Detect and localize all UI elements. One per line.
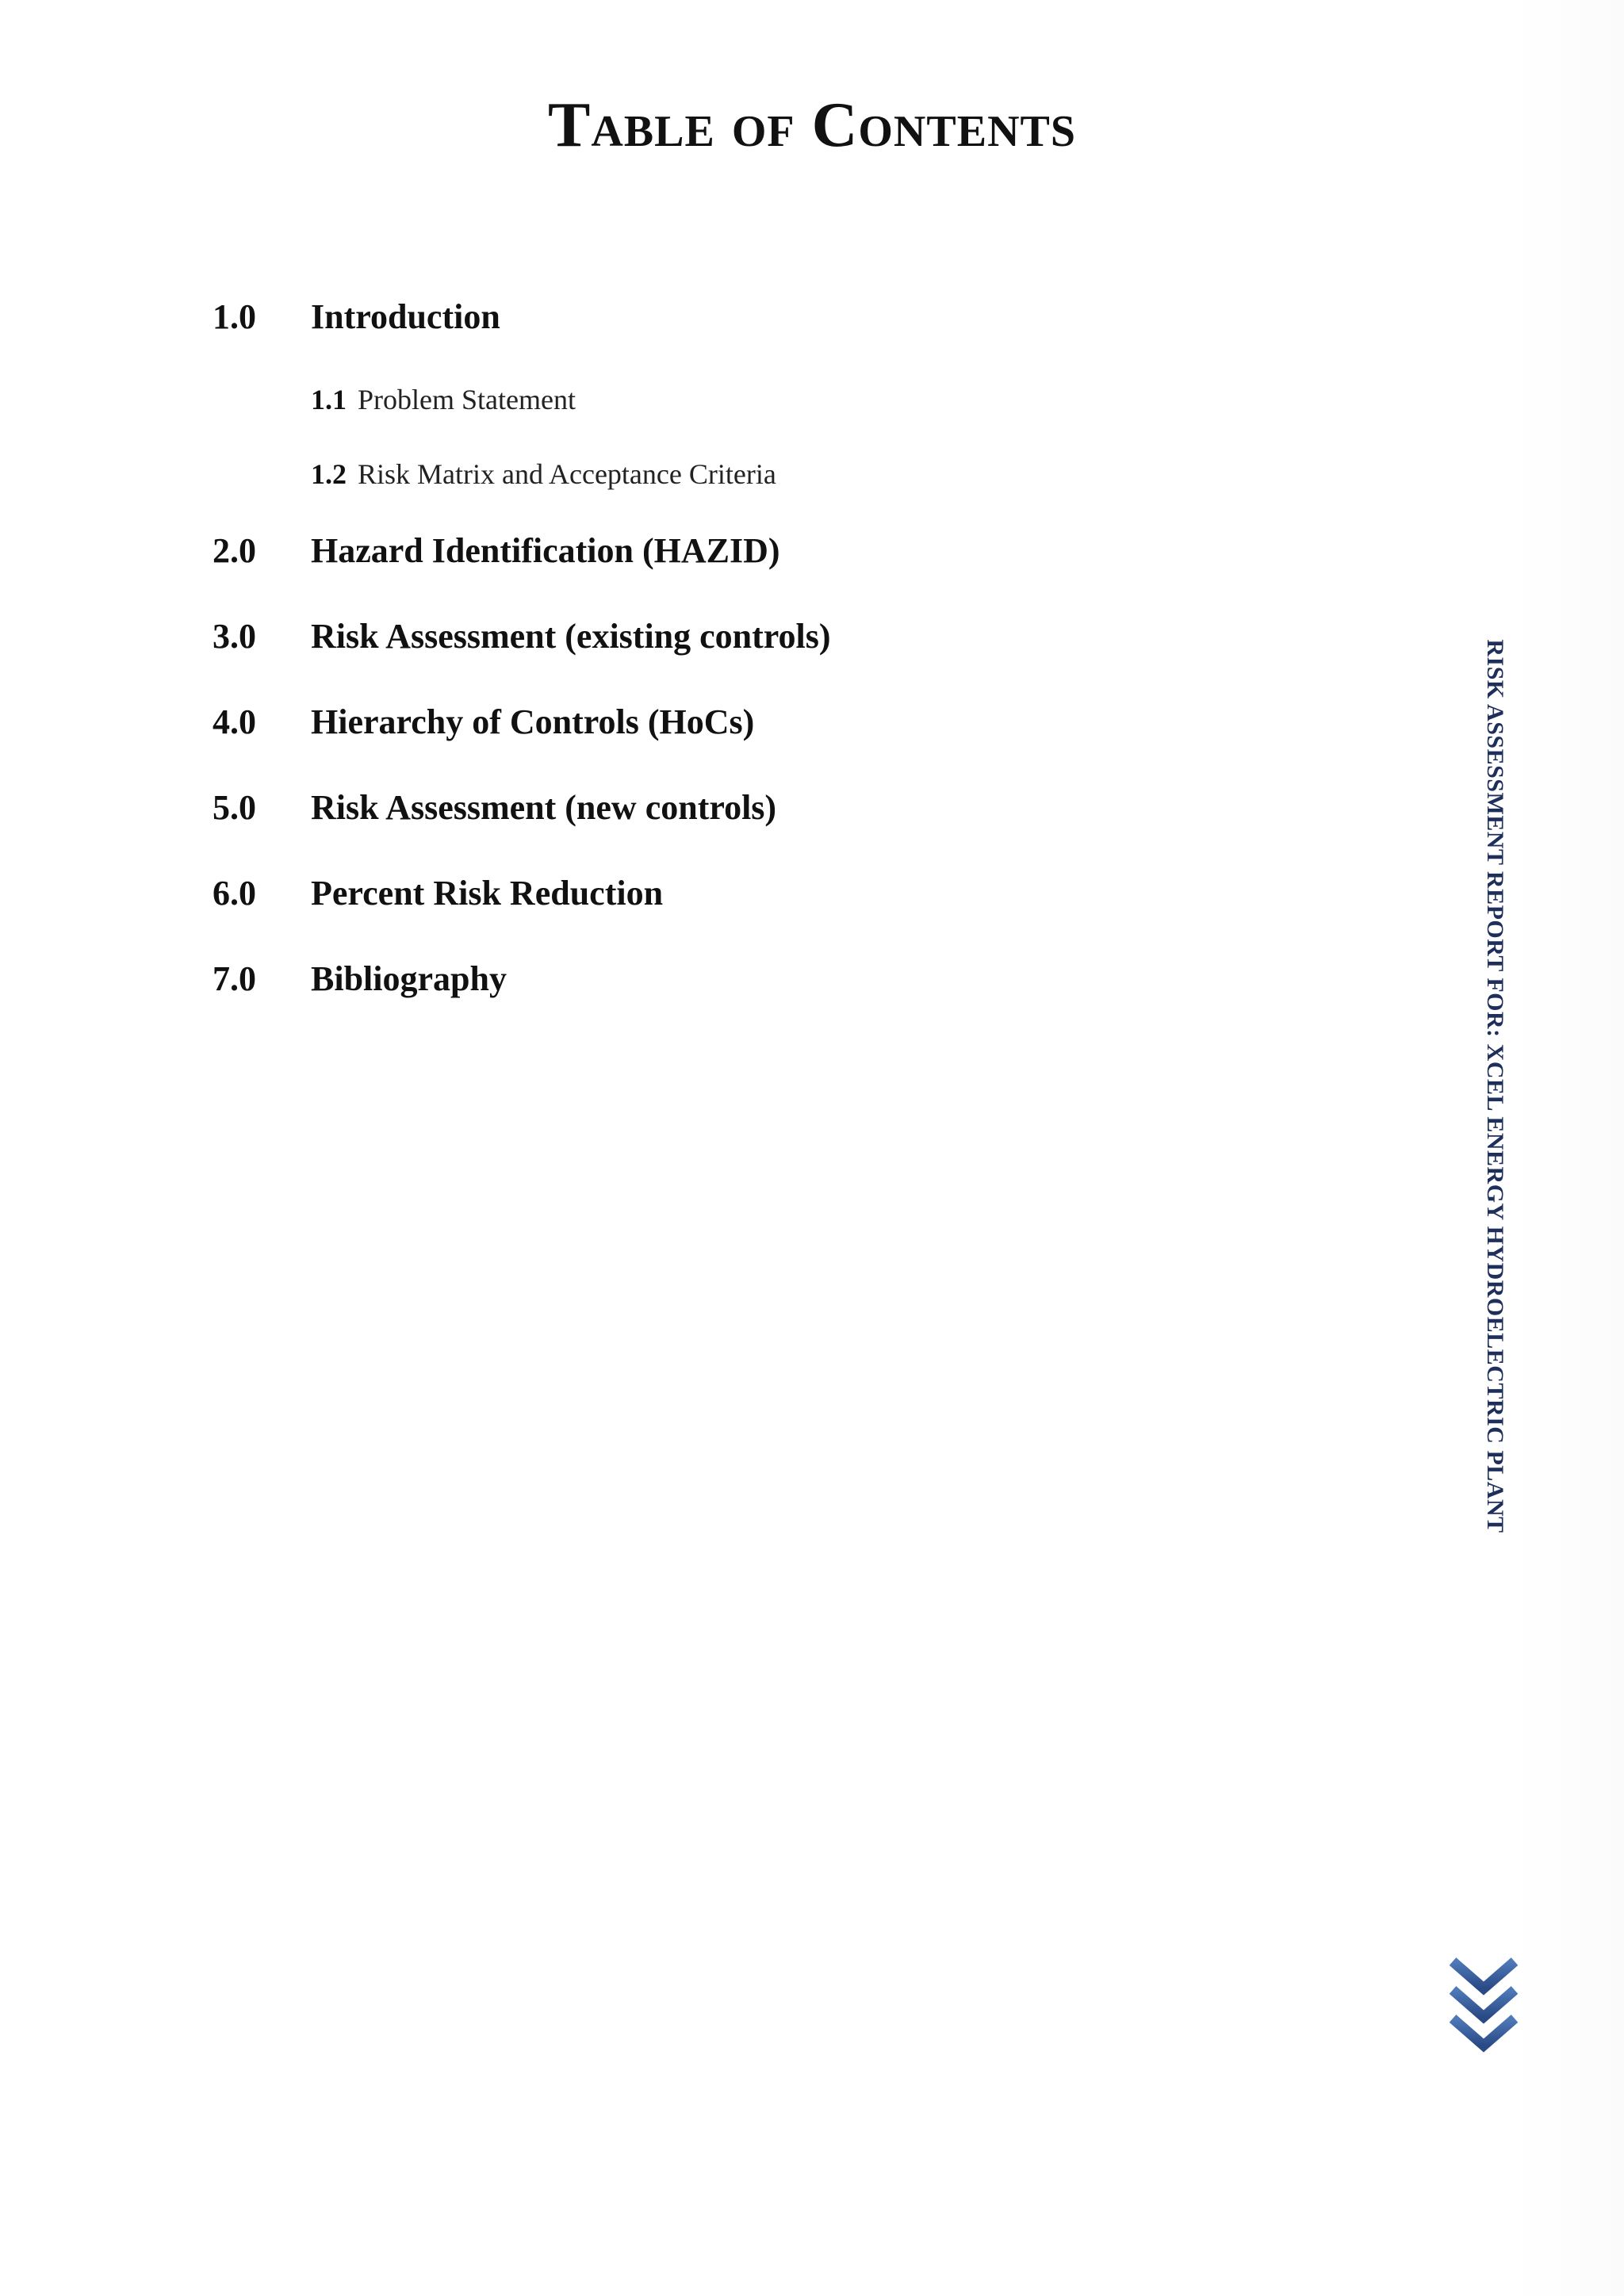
toc-entry-risk-assessment-new[interactable]	[213, 790, 776, 825]
toc-subentry-label: Problem Statement	[358, 384, 576, 415]
toc-entry-number: 7.0	[213, 959, 256, 998]
toc-entry-number: 3.0	[213, 617, 256, 656]
toc-entry-label: Hierarchy of Controls (HoCs)	[311, 702, 755, 741]
side-shade	[1513, 0, 1624, 2296]
toc-subentry-number: 1.2	[311, 458, 347, 490]
toc-entry-bibliography[interactable]	[213, 959, 507, 998]
toc-entry-risk-assessment-existing[interactable]	[213, 619, 831, 654]
side-banner-text: RISK ASSESSMENT REPORT FOR: XCEL ENERGY HYDROELECTRIC PLANT	[1482, 639, 1508, 1533]
toc-entry-number: 2.0	[213, 531, 256, 570]
toc-entry-number: 1.0	[213, 297, 256, 336]
toc-entry-label: Introduction	[311, 297, 500, 336]
toc-entry-hazid[interactable]	[213, 531, 780, 570]
toc-subentry-number: 1.1	[311, 384, 347, 415]
toc-entry-number: 4.0	[213, 702, 256, 741]
toc-subentry-label: Risk Matrix and Acceptance Criteria	[358, 458, 776, 490]
toc-entry-percent-risk-reduction[interactable]	[213, 876, 663, 911]
toc-entry-label: Risk Assessment (new controls)	[311, 788, 777, 827]
toc-subentry-problem-statement[interactable]	[311, 385, 576, 414]
toc-entry-number: 5.0	[213, 788, 256, 827]
triple-chevron-down-icon	[1448, 1957, 1519, 2057]
toc-entry-number: 6.0	[213, 874, 256, 913]
toc-entry-hierarchy-of-controls[interactable]	[213, 702, 755, 741]
toc-entry-label: Hazard Identification (HAZID)	[311, 531, 780, 570]
toc-entry-label: Risk Assessment (existing controls)	[311, 617, 831, 656]
page-title: Table of Contents	[547, 90, 1077, 160]
toc-entry-introduction[interactable]	[213, 297, 500, 336]
toc-subentry-risk-matrix[interactable]	[311, 460, 776, 488]
toc-entry-label: Percent Risk Reduction	[311, 874, 664, 913]
toc-entry-label: Bibliography	[311, 959, 507, 998]
